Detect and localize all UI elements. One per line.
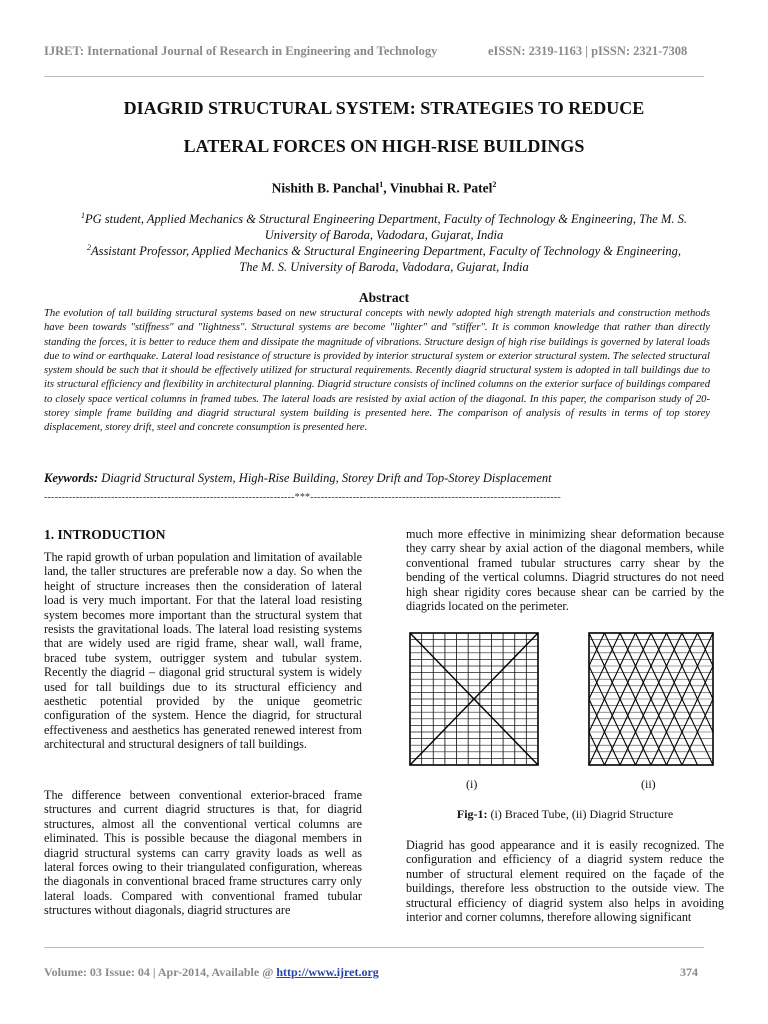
intro-paragraph-1: The rapid growth of urban population and limitation of available land, the taller structures are preferable now a day. So when the height of structure increases then the consideration of lateral load is very much important. For that the lateral load resisting system becomes more important than the structural system that resists the gravitational loads. The lateral load resisting systems that are widely used are rigid frame, shear wall, wall frame, braced tube system, outrigger system and tubular system. Recently the diagrid – diagonal grid structural system is widely used for tall buildings due to its structural efficiency and aesthetic potential provided by the unique geometric configuration of the system. Hence the diagrid, for structural effectiveness and aesthetics has generated renewed interest from architectural and structural designers of tall buildings.: [44, 550, 362, 752]
intro-paragraph-4: Diagrid has good appearance and it is easily recognized. The configuration and efficiency of a diagrid system reduce the number of structural element required on the façade of the buildings, therefore less obstruction to the outside view. The structural efficiency of diagrid system also helps in avoiding interior and corner columns, therefore allowing significant: [406, 838, 724, 925]
abstract-heading: Abstract: [358, 290, 410, 305]
author-2: Vinubhai R. Patel: [389, 180, 493, 196]
figure-caption: [406, 807, 724, 822]
figure-caption-label: Fig-1:: [456, 807, 488, 821]
affiliation-2-line-2: The M. S. University of Baroda, Vadodara, Gujarat, India: [239, 260, 529, 275]
affiliation-1: [40, 208, 728, 243]
issn-info: eISSN: 2319-1163 | pISSN: 2321-7308: [488, 44, 688, 58]
braced-tube-figure: [409, 632, 539, 766]
keywords: [44, 471, 710, 486]
affiliation-1-line-1: PG student, Applied Mechanics & Structural Engineering Department, Faculty of Technology & Engineering, The M. S.: [85, 212, 687, 227]
footer-info: [44, 965, 379, 980]
paper-title: [40, 89, 728, 165]
title-line-2: LATERAL FORCES ON HIGH-RISE BUILDINGS: [183, 136, 585, 156]
author-list: [40, 180, 728, 197]
figure-label-i: (i): [466, 777, 478, 791]
affiliation-2: [40, 240, 728, 275]
figure-caption-text: (i) Braced Tube, (ii) Diagrid Structure: [487, 807, 674, 821]
author-separator: ,: [383, 180, 390, 196]
intro-paragraph-3: much more effective in minimizing shear deformation because they carry shear by axial action of the diagonal members, while conventional framed tubular structures carry shear by the bending of the vertical columns. Diagrid structures do not need high shear rigidity cores because shear can be carried by the diagrids located on the perimeter.: [406, 527, 724, 614]
header-rule: [44, 76, 704, 77]
footer-link[interactable]: http://www.ijret.org: [276, 965, 379, 979]
footer-volume: Volume: 03 Issue: 04 | Apr-2014, Available @: [44, 965, 277, 979]
journal-name: IJRET: International Journal of Research in Engineering and Technology: [44, 44, 438, 58]
author-1-sup: 1: [379, 180, 384, 189]
affiliation-2-line-1: Assistant Professor, Applied Mechanics & Structural Engineering Department, Faculty of Technology & Engineering,: [90, 244, 682, 259]
affiliation-2-sup: 2: [86, 243, 91, 252]
keywords-text: Diagrid Structural System, High-Rise Building, Storey Drift and Top-Storey Displacement: [101, 471, 552, 485]
abstract-text: The evolution of tall building structural systems based on new structural concepts with newly adopted high strength materials and construction methods have been towards "stiffness" and "lightness". Structural systems are become "lighter" and "stiffer". It is common knowledge that rather than directly standing the forces, it is better to reduce them and dissipate the magnitude of vibrations. Structure design of high rise buildings is governed by lateral loads due to wind or earthquake. Lateral load resistance of structure is provided by interior structural system or exterior structural system. The selected structural system should be such that it should be effectively utilized for structural requirements. Recently diagrid structural system is adopted in tall buildings due to its structural efficiency and flexibility in architectural planning. Diagrid structure consists of inclined columns on the exterior surface of buildings compared to closely space vertical columns in framed tubes. The lateral loads are resisted by axial action of the diagonal. In this paper, the comparison study of 20-storey simple frame building and diagrid structural system building is presented here. The comparison of analysis of results in terms of top storey displacement, storey drift, steel and concrete consumption is presented here.: [44, 308, 710, 434]
intro-paragraph-2: The difference between conventional exterior-braced frame structures and current diagrid structures is that, for diagrid structures, almost all the conventional vertical columns are eliminated. This is possible because the diagonal members in diagrid structural systems can carry gravity loads as well as lateral forces owing to their triangulated configuration, whereas the diagonals in conventional braced frame structures carry only lateral loads. Compared with conventional framed tubular structures without diagonals, diagrid structures are: [44, 788, 362, 918]
affiliation-1-sup: 1: [81, 211, 85, 220]
section-heading-introduction: 1. INTRODUCTION: [44, 527, 166, 542]
footer-rule: [44, 947, 704, 948]
title-line-1: DIAGRID STRUCTURAL SYSTEM: STRATEGIES TO REDUCE: [123, 98, 645, 118]
section-separator: -----------------------------------------------------------------------***-----------------------------------------------------------------------: [44, 492, 561, 503]
affiliation-1-line-2: University of Baroda, Vadodara, Gujarat, India: [264, 228, 504, 243]
page-number: 374: [680, 965, 698, 979]
author-1: Nishith B. Panchal: [271, 180, 380, 196]
diagrid-figure: [588, 632, 714, 766]
figure-label-ii: (ii): [641, 777, 656, 791]
keywords-label: Keywords:: [44, 471, 99, 485]
author-2-sup: 2: [492, 180, 497, 189]
